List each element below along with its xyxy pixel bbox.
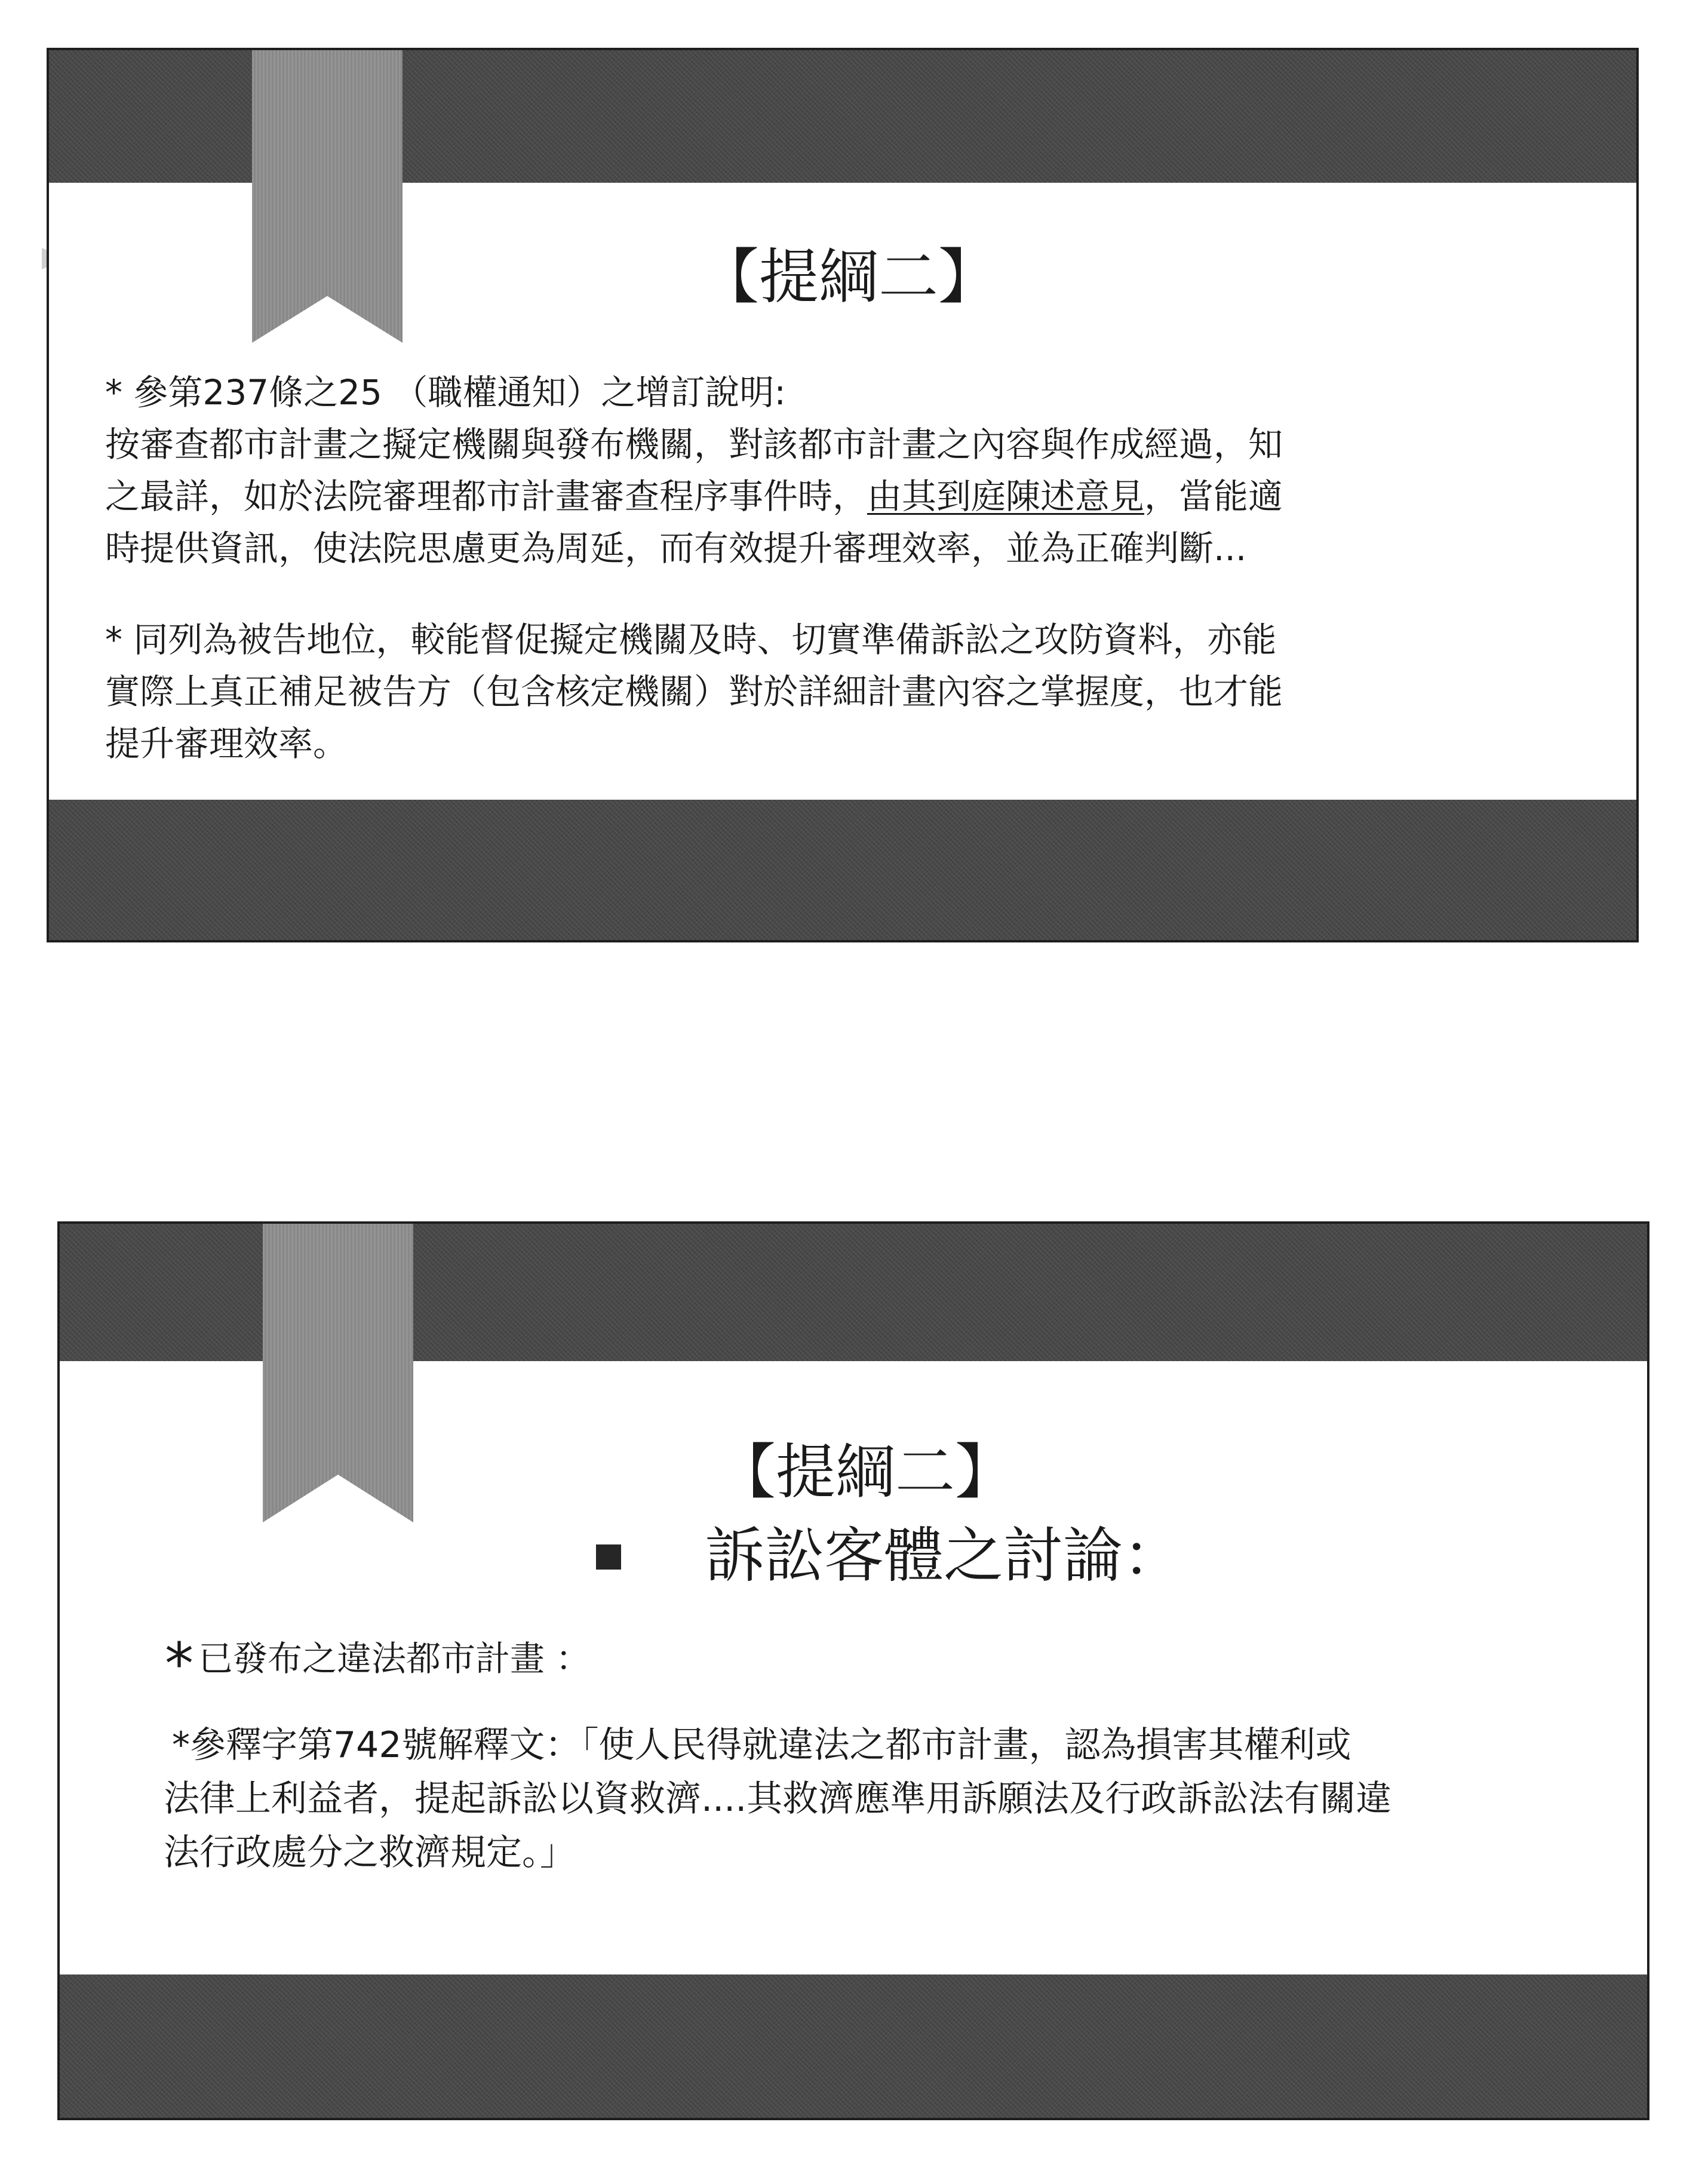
slide-1 (47, 48, 1639, 942)
slide-1-para1-line-3a: 之最詳，如於法院審理都市計畫審查程序事件時， (105, 476, 868, 517)
slide-2-para-line-3: 法行政處分之救濟規定。」 (164, 1832, 576, 1874)
slide-2-subtitle-row (60, 1521, 1647, 1590)
slide-1-para1-line-1: * 參第237條之25 （職權通知）之增訂說明: (105, 372, 786, 413)
slide-2 (57, 1221, 1649, 2120)
slide-1-title: 【提綱二】 (699, 242, 998, 312)
slide-2-para-line-1: *參釋字第742號解釋文：「使人民得就違法之都市計畫，認為損害其權利或 (172, 1724, 1351, 1766)
slide-2-title: 【提綱二】 (716, 1437, 1015, 1507)
slide-1-para1-line-3 (105, 471, 1283, 523)
slide-1-para1-line-2: 按審查都市計畫之擬定機關與發布機關，對該都市計畫之內容與作成經過，知 (105, 424, 1283, 465)
slide-2-paragraph (164, 1718, 1391, 1880)
slide-1-para2-line-3: 提升審理效率。 (105, 723, 348, 764)
asterisk-icon: * (165, 1630, 193, 1697)
slide-1-para1-line-3b: ，當能適 (1144, 476, 1283, 517)
slide-1-para2-line-2: 實際上真正補足被告方（包含核定機關）對於詳細計畫內容之掌握度，也才能 (105, 671, 1283, 712)
slide-1-paragraph-2 (105, 614, 1283, 770)
slide-2-item-1-text: 已發布之違法都市計畫 ： (198, 1638, 591, 1679)
slide-2-para-line-2: 法律上利益者，提起訴訟以資救濟....其救濟應準用訴願法及行政訴訟法有關違 (164, 1778, 1392, 1820)
slide-2-item-1 (165, 1630, 591, 1697)
slide-1-para2-line-1: * 同列為被告地位，較能督促擬定機關及時、切實準備訴訟之攻防資料，亦能 (105, 619, 1277, 660)
slide-1-underlined-phrase: 由其到庭陳述意見 (867, 476, 1145, 517)
square-bullet-icon (596, 1544, 621, 1570)
slide-1-footer-band (49, 800, 1636, 940)
slide-2-footer-band (60, 1974, 1647, 2118)
slide-1-para1-line-4: 時提供資訊，使法院思慮更為周延，而有效提升審理效率，並為正確判斷... (105, 528, 1247, 569)
slide-1-paragraph-1 (105, 367, 1283, 575)
slide-2-subtitle: 訴訟客體之討論： (705, 1521, 1182, 1590)
